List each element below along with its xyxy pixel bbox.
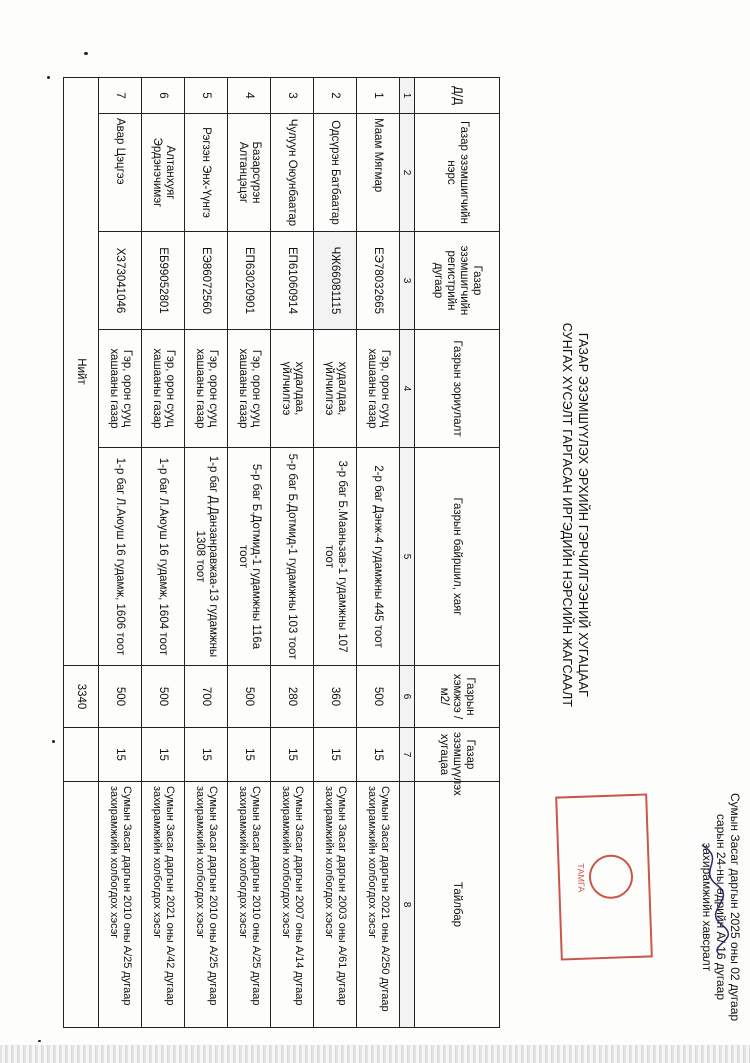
land-purpose: худалдаа, үйлчилгээ — [271, 330, 314, 448]
possession-term: 15 — [271, 728, 314, 782]
header-cell: Газар эзэмшүүлэх хугацаа — [415, 728, 500, 782]
land-area: 700 — [185, 666, 228, 728]
row-number: 4 — [228, 78, 271, 114]
land-address: 2-р баг Дэнж-4 гудамжны 445 тоот — [357, 448, 400, 666]
signature-scribble — [692, 840, 732, 960]
land-address: 1-р баг Д.Данзанравжаа-13 гудамжны 1308 тоот — [185, 448, 228, 666]
holder-name: Авар Цэцгээ — [99, 114, 142, 232]
possession-term: 15 — [99, 728, 142, 782]
column-number: 3 — [400, 232, 415, 330]
land-address: 1-р баг Л.Аюуш 16 гудамж, 1604 тоот — [142, 448, 185, 666]
column-number: 4 — [400, 330, 415, 448]
holder-name: Рэгзэн Энх-Үүнгэ — [185, 114, 228, 232]
register-number: ЕЭ86072560 — [185, 232, 228, 330]
row-number: 7 — [99, 78, 142, 114]
header-cell: Газрын байршил, хаяг — [415, 448, 500, 666]
register-number: ЕБ99052801 — [142, 232, 185, 330]
row-number: 2 — [314, 78, 357, 114]
land-purpose: худалдаа, үйлчилгээ — [314, 330, 357, 448]
column-number: 6 — [400, 666, 415, 728]
holder-name: Одсүрэн Батбаатар — [314, 114, 357, 232]
land-address: 3-р баг Б.Мааньзав-1 гудамжны 107 тоот — [314, 448, 357, 666]
total-empty-cell — [64, 728, 99, 782]
land-address: 5-р баг Б.Дотмид-1 гудамжны 116а тоот — [228, 448, 271, 666]
holder-name: Алтанхуяг Эрдэнэчимэг — [142, 114, 185, 232]
total-empty-cell — [64, 782, 99, 1028]
column-number: 2 — [400, 114, 415, 232]
holder-name: Чулуун Оюунбаатар — [271, 114, 314, 232]
register-number: ЕП61060914 — [271, 232, 314, 330]
approval-line-1: Сумын Засаг даргын 2025 оны 02 дугаар — [728, 792, 742, 1022]
table-row — [271, 78, 314, 1028]
row-note: Сумын Засаг даргын 2007 оны А/14 дугаар захирамжийн холбогдох хэсэг — [271, 782, 314, 1028]
possession-term: 15 — [357, 728, 400, 782]
land-purpose: Гэр, орон сууц хашааны газар — [142, 330, 185, 448]
land-address: 5-р баг Б.Дотмид-1 гудамжны 103 тоот — [271, 448, 314, 666]
column-number: 7 — [400, 728, 415, 782]
row-note: Сумын Засаг даргын 2010 оны А/25 дугаар захирамжийн холбогдох хэсэг — [185, 782, 228, 1028]
document-title-line-1: ГАЗАР ЭЗЭМШҮҮЛЭХ ЭРХИЙН ГЭРЧИЛГЭЭНИЙ ХУГАЦААГ — [576, 332, 590, 698]
land-area: 500 — [228, 666, 271, 728]
official-stamp — [555, 793, 653, 960]
land-address: 1-р баг Л.Аюуш 16 гудамж, 1606 тоот — [99, 448, 142, 666]
table-row — [357, 78, 400, 1028]
stamp-text: ТАМГА — [575, 863, 587, 893]
possession-term: 15 — [142, 728, 185, 782]
total-area: 3340 — [64, 666, 99, 728]
land-area: 360 — [314, 666, 357, 728]
row-note: Сумын Засаг даргын 2003 оны А/61 дугаар захирамжийн холбогдох хэсэг — [314, 782, 357, 1028]
land-area: 280 — [271, 666, 314, 728]
table-row — [314, 78, 357, 1028]
approval-line-2: сарын 24-ны өдрийн А/ 16 дугаар — [714, 813, 728, 1001]
register-number: ЕП63020901 — [228, 232, 271, 330]
possession-term: 15 — [228, 728, 271, 782]
header-cell: Газрын зориулалт — [415, 330, 500, 448]
register-number: ЧЖ66081115 — [314, 232, 357, 330]
column-number: 5 — [400, 448, 415, 666]
land-purpose: Гэр, орон сууц хашааны газар — [185, 330, 228, 448]
column-number: 8 — [400, 782, 415, 1028]
table-row — [99, 78, 142, 1028]
row-number: 6 — [142, 78, 185, 114]
row-number: 3 — [271, 78, 314, 114]
total-label: Нийт — [64, 78, 99, 666]
holder-name: Маам Мягмар — [357, 114, 400, 232]
land-area: 500 — [142, 666, 185, 728]
header-cell: Д/Д — [415, 78, 500, 114]
table-row — [142, 78, 185, 1028]
register-number: ЕЭ78032665 — [357, 232, 400, 330]
table-header-row — [415, 78, 500, 1028]
row-note: Сумын Засаг даргын 2021 оны А/250 дугаар захирамжийн холбогдох хэсэг — [357, 782, 400, 1028]
land-purpose: Гэр, орон сууц хашааны газар — [228, 330, 271, 448]
row-number: 5 — [185, 78, 228, 114]
possession-term: 15 — [314, 728, 357, 782]
land-area: 500 — [357, 666, 400, 728]
stamp-seal-icon — [588, 854, 634, 900]
header-cell: Газар эзэмшигчийн регистрийн дугаар — [415, 232, 500, 330]
document-title-line-2: СУНГАХ ХҮСЭЛТ ГАРГАСАН ИРГЭДИЙН НЭРСИЙН ЖАГСААЛТ — [560, 322, 574, 708]
land-area: 500 — [99, 666, 142, 728]
row-number: 1 — [357, 78, 400, 114]
approval-line-3: захирамжийн хавсралт — [700, 842, 714, 972]
land-purpose: Гэр, орон сууц хашааны газар — [357, 330, 400, 448]
table-row — [228, 78, 271, 1028]
possession-term: 15 — [185, 728, 228, 782]
row-note: Сумын Засаг даргын 2021 оны А/42 дугаар захирамжийн холбогдох хэсэг — [142, 782, 185, 1028]
registry-table — [63, 77, 500, 1028]
column-number: 1 — [400, 78, 415, 114]
total-row — [64, 78, 99, 1028]
row-note: Сумын Засаг даргын 2010 оны А/25 дугаар захирамжийн холбогдох хэсэг — [228, 782, 271, 1028]
header-cell: Газрын хэмжээ / м2/ — [415, 666, 500, 728]
header-cell: Тайлбар — [415, 782, 500, 1028]
table-row — [185, 78, 228, 1028]
land-purpose: Гэр, орон сууц хашааны газар — [99, 330, 142, 448]
row-note: Сумын Засаг даргын 2010 оны А/25 дугаар захирамжийн холбогдох хэсэг — [99, 782, 142, 1028]
register-number: ХЗ73041046 — [99, 232, 142, 330]
column-number-row — [400, 78, 415, 1028]
holder-name: Базарсүрэн Алтанцэцэг — [228, 114, 271, 232]
header-cell: Газар эзэмшигчийн нэрс — [415, 114, 500, 232]
